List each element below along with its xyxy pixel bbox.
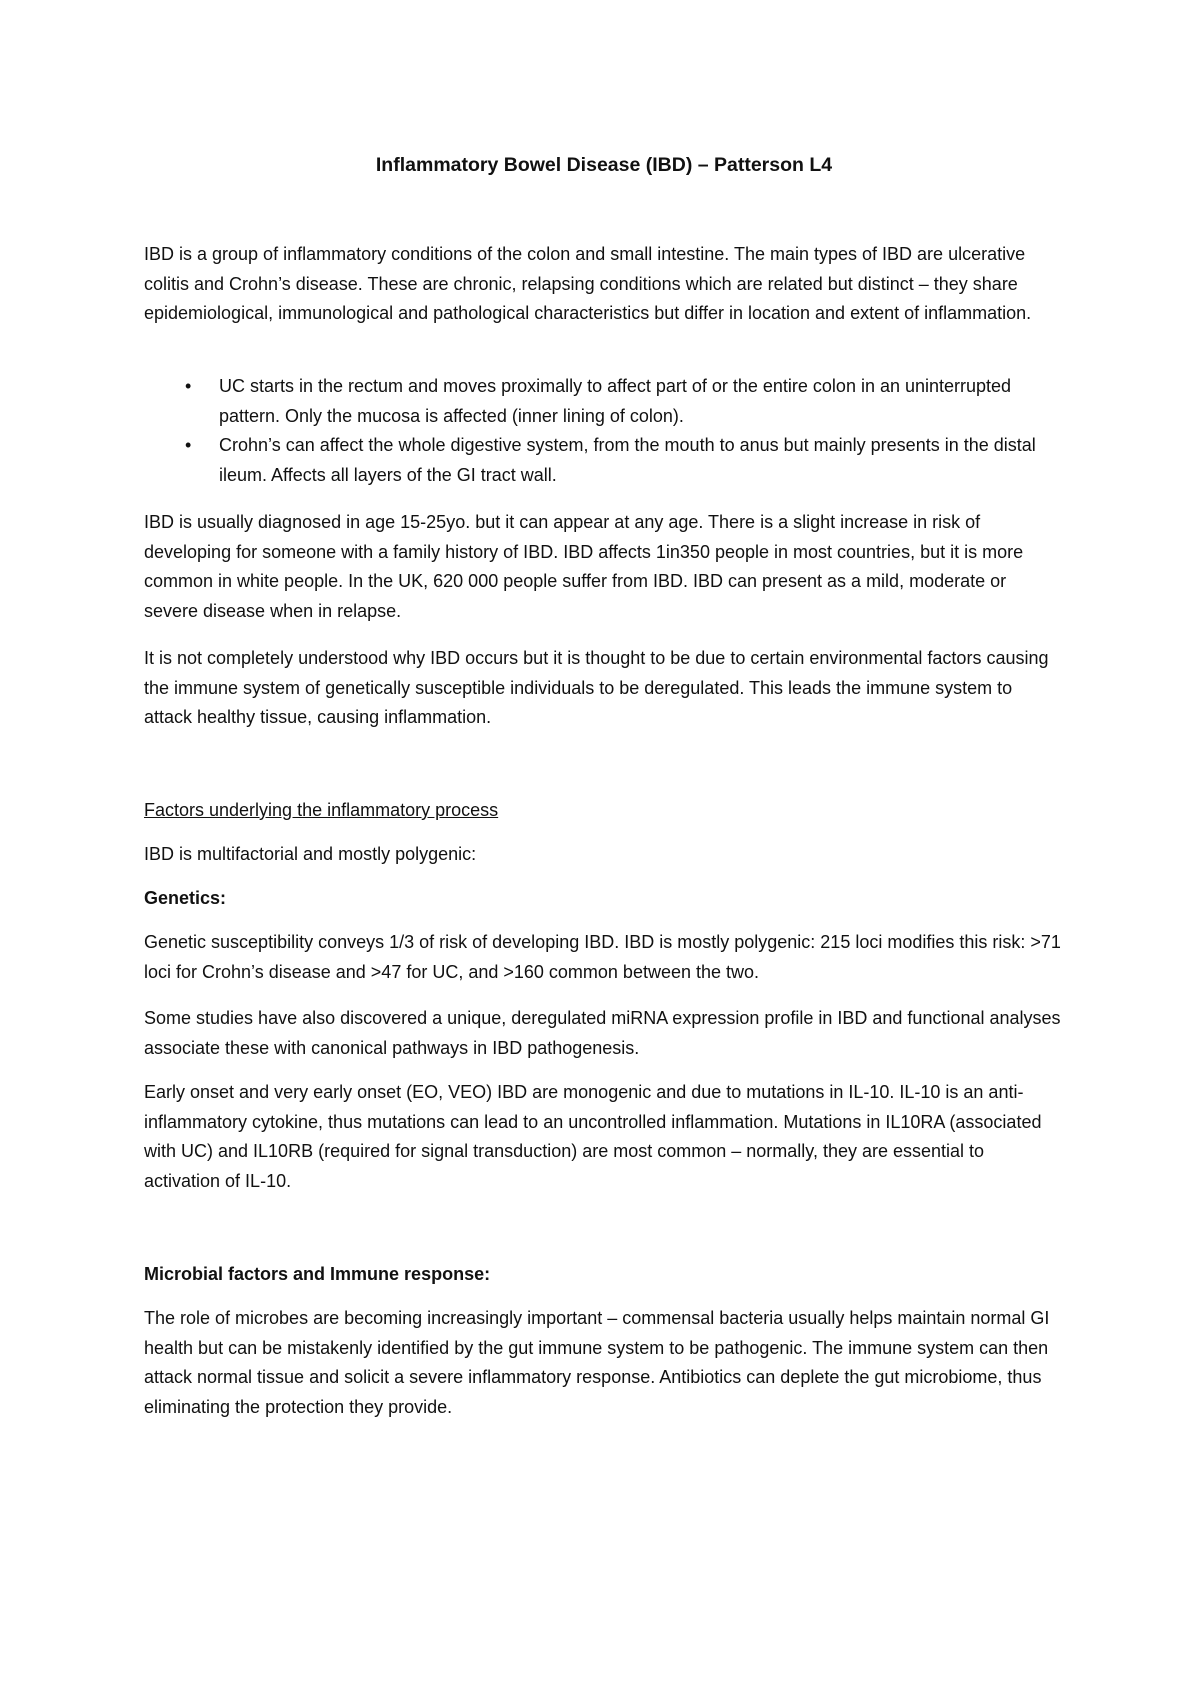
bullet-icon: • [185,376,192,396]
microbial-paragraph: The role of microbes are becoming increasingly important – commensal bacteria usually helps maintain normal GI health but can be mistakenly identified by the gut immune system to be pathogenic. The immune system can then attack normal tissue and solicit a severe inflammatory response. Antibiotics can deplete the gut microbiome, thus eliminating the protection they provide. [144,1308,1050,1417]
document-title: Inflammatory Bowel Disease (IBD) – Patterson L4 [375,154,833,176]
cause-paragraph: It is not completely understood why IBD occurs but it is thought to be due to certain environmental factors causing the immune system of genetically susceptible individuals to be deregulated. This leads the immune system to attack healthy tissue, causing inflammation. [144,648,1049,727]
epidemiology-paragraph: IBD is usually diagnosed in age 15-25yo. but it can appear at any age. There is a slight increase in risk of developing for someone with a family history of IBD. IBD affects 1in350 people in most countries, but it is more common in white people. In the UK, 620 000 people suffer from IBD. IBD can present as a mild, moderate or severe disease when in relapse. [144,512,1024,621]
genetics-paragraph-2: Some studies have also discovered a unique, deregulated miRNA expression profile in IBD and functional analyses associate these with canonical pathways in IBD pathogenesis. [144,1008,1061,1058]
list-item [144,431,1064,490]
genetics-paragraph-3: Early onset and very early onset (EO, VEO) IBD are monogenic and due to mutations in IL-10. IL-10 is an anti-inflammatory cytokine, thus mutations can lead to an uncontrolled inflammation. Mutations in IL10RA (associated with UC) and IL10RB (required for signal transduction) are most common – normally, they are essential to activation of IL-10. [144,1082,1042,1191]
list-item-text: Crohn’s can affect the whole digestive system, from the mouth to anus but mainly presents in the distal ileum. Affects all layers of the GI tract wall. [219,435,1036,485]
bullet-icon: • [185,435,192,455]
factors-heading: Factors underlying the inflammatory process [144,800,499,820]
list-item-text: UC starts in the rectum and moves proximally to affect part of or the entire colon in an uninterrupted pattern. Only the mucosa is affected (inner lining of colon). [219,376,1012,426]
factors-intro: IBD is multifactorial and mostly polygenic: [144,844,477,864]
genetics-heading: Genetics: [144,888,227,908]
intro-paragraph: IBD is a group of inflammatory conditions of the colon and small intestine. The main types of IBD are ulcerative colitis and Crohn’s disease. These are chronic, relapsing conditions which are related but distinct – they share epidemiological, immunological and pathological characteristics but differ in location and extent of inflammation. [144,244,1032,323]
microbial-heading: Microbial factors and Immune response: [144,1264,491,1284]
list-item [144,372,1064,431]
genetics-paragraph-1: Genetic susceptibility conveys 1/3 of risk of developing IBD. IBD is mostly polygenic: 215 loci modifies this risk: >71 loci for Crohn’s disease and >47 for UC, and >160 common between the two. [144,932,1061,982]
ibd-types-list [144,372,1064,490]
